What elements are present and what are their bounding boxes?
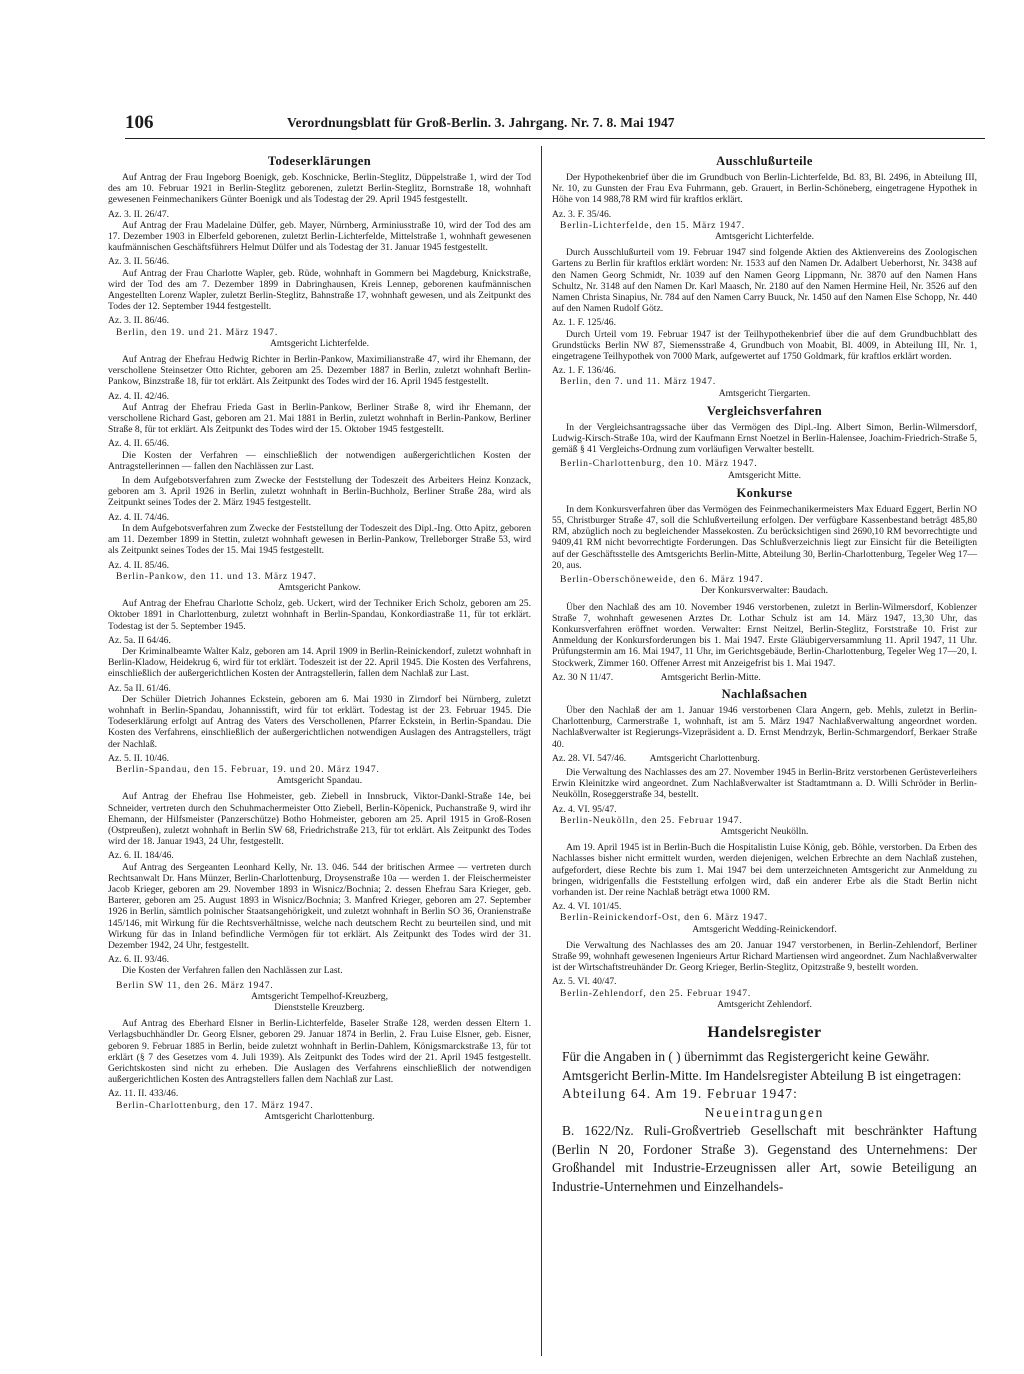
court-signature: Amtsgericht Spandau. [276, 775, 363, 787]
court-signature: Amtsgericht Charlottenburg. [264, 1110, 375, 1122]
court-signature: Amtsgericht Zehlendorf. [717, 998, 812, 1010]
notice-paragraph: Auf Antrag der Frau Charlotte Wapler, geb. Rüde, wohnhaft in Gommern bei Magdeburg, Knickstraße, wird der Tod des am 7. Dezember 1899 in Dabringhausen, Kreis Lennep, geborenen kaufmännischen Angestellten Lorenz Wapler, zuletzt Berlin-Steglitz, Bahnstraße 17, wohnhaft gewesen, und als Zeitpunkt des Todes der 12. September 1944 festgestellt. [108, 267, 531, 313]
page-header [125, 112, 985, 139]
notice-paragraph: Auf Antrag des Eberhard Elsner in Berlin-Lichterfelde, Baseler Straße 128, werden dessen Eltern 1. Verlagsbuchhändler Dr. Georg Elsner, geboren 29. Januar 1874 in Berlin, 2. Frau Luise Elsner, geb. Eisner, geboren 9. Februar 1885 in Berlin, beide zuletzt wohnhaft in Berlin-Dahlem, Königsmarckstraße 13, für tot erklärt (§ 7 des Gesetzes vom 4. Juli 1939). Als Zeitpunkt des Todes wird der 21. April 1945 festgestellt. Gerichtskosten sind nicht zu erheben. Die Auslagen des Verfahrens einschließlich der notwendigen außergerichtlichen Kosten des Antragstellers fallen dem Nachlaß zur Last. [108, 1018, 531, 1086]
notice-paragraph: Am 19. April 1945 ist in Berlin-Buch die Hospitalistin Luise König, geb. Böhle, verstorben. Da Erben des Nachlasses bisher nicht ermittelt wurden, werden diejenigen, welchen Erbrechte an dem Nachlaß zustehen, aufgefordert, diese Rechte bis zum 1. Mai 1947 bei dem unterzeichneten Amtsgericht zur Anmeldung zu bringen, widrigenfalls die Feststellung erfolgen wird, daß ein anderer Erbe als die Stadt Berlin nicht vorhanden ist. Der reine Nachlaß beträgt etwa 1000 RM. [552, 842, 977, 898]
notice-paragraph: Auf Antrag der Frau Madelaine Dülfer, geb. Mayer, Nürnberg, Arminiusstraße 10, wird der Tod des am 17. Dezember 1903 in Elberfeld geborenen, zuletzt Berlin-Lichterfelde, Mittelstraße 1, wohnhaft gewesenen kaufmännischen Geschäftsführers Helmut Dülfer und als Todestag der 31. Januar 1945 festgestellt. [108, 219, 531, 254]
case-reference: Az. 5. VI. 40/47. [552, 976, 617, 988]
case-reference: Az. 6. II. 184/46. [108, 850, 174, 862]
case-reference: Az. 4. II. 85/46. [108, 559, 170, 571]
court-signature: Amtsgericht Wedding-Reinickendorf. [692, 923, 837, 935]
court-signature: Amtsgericht Neukölln. [720, 825, 809, 837]
case-reference: Az. 5. II. 10/46. [108, 752, 170, 764]
notice-paragraph: Über den Nachlaß der am 1. Januar 1946 verstorbenen Clara Angern, geb. Mehls, zuletzt in Berlin-Charlottenburg, Carmerstraße 1, wohnhaft, ist am 5. März 1947 Nachlaßverwaltung angeordnet worden. Nachlaßverwalter ist Regierungs-Vizepräsident a. D. Ernst Mendrzyk, Berlin-Schmargendorf, Berkaer Straße 40. [552, 704, 977, 750]
column-divider [541, 146, 542, 1356]
running-title: Verordnungsblatt für Groß-Berlin. 3. Jahrgang. Nr. 7. 8. Mai 1947 [287, 115, 675, 130]
court-signature-department: Dienststelle Kreuzberg. [274, 1002, 365, 1014]
section-heading-todeserklaerungen: Todeserklärungen [267, 154, 372, 168]
court-signature: Der Konkursverwalter: Baudach. [700, 585, 829, 597]
notice-paragraph: Der Schüler Dietrich Johannes Eckstein, geboren am 6. Mai 1930 in Zirndorf bei Nürnberg, zuletzt wohnhaft in Berlin-Spandau, Johannisstift, wird für tot erklärt. Todestag ist der 23. Februar 1945. Die Todeserklärung erfolgt auf Antrag des Vaters des Verschollenen, Pfarrer Eckstein, in Berlin-Spandau. Die Kosten des Verfahrens, einschließlich der außergerichtlichen notwendigen Auslagen des Antragstellers, trägt der Nachlaß. [108, 693, 531, 750]
case-reference: Az. 5a. II 64/46. [108, 634, 171, 646]
dateline: Berlin-Lichterfelde, den 15. März 1947. [560, 219, 745, 231]
notice-paragraph: Auf Antrag der Ehefrau Ilse Hohmeister, geb. Ziebell in Innsbruck, Viktor-Dankl-Straße 14e, bei Schneider, vertreten durch den Schuhmachermeister Otto Ziebell, Berlin-Köpenick, Puchanstraße 9, wird ihr Ehemann, der Hilfsmeister (Panzerschütze) Botho Hohmeister, geboren am 25. April 1915 in Groß-Rosen (Ostpreußen), zuletzt wohnhaft in Berlin SW 68, Friedrichstraße 213, für tot erklärt. Als Zeitpunkt des Todes wird der 18. Januar 1943, 24 Uhr, festgestellt. [108, 791, 531, 848]
notice-paragraph: Auf Antrag der Ehefrau Frieda Gast in Berlin-Pankow, Berliner Straße 8, wird ihr Ehemann, der verschollene Richard Gast, geboren am 21. Mai 1881 in Berlin, zuletzt wohnhaft in Berlin-Pankow, Berliner Straße 8, für tot erklärt. Als Zeitpunkt des Todes wird der 15. Oktober 1945 festgestellt. [108, 401, 531, 436]
notice-paragraph: Auf Antrag des Sergeanten Leonhard Kelly, Nr. 13. 046. 544 der britischen Armee — vertreten durch Rechtsanwalt Dr. Hans Münzer, Berlin-Charlottenburg, Droysenstraße 10a — werden 1. der Fleischermeister Jacob Krieger, geboren am 29. November 1893 in Wisnicz/Bochnia; 2. dessen Ehefrau Sara Krieger, geb. Barterer, geboren am 25. August 1893 in Wisnicz/Bochnia; 3. Manfred Krieger, geboren am 27. September 1926 in Berlin, sämtlich polnischer Staatsangehörigkeit, und zuletzt wohnhaft in Berlin SO 36, Oranienstraße 145/146, mit Wirkung für die Rechtsverhältnisse, welche nach deutschem Recht zu beurteilen sind, und mit Wirkung für das in Inland befindliche Vermögen für tot erklärt. Als Zeitpunkt des Todes wird der 31. Dezember 1942, 24 Uhr, festgestellt. [108, 861, 531, 951]
section-heading-ausschlussurteile: Ausschlußurteile [716, 154, 813, 168]
register-subheading: Neueintragungen [704, 1104, 825, 1120]
dateline: Berlin-Charlottenburg, den 17. März 1947. [116, 1099, 314, 1111]
register-department: Abteilung 64. Am 19. Februar 1947: [562, 1086, 799, 1101]
case-reference: Az. 11. II. 433/46. [108, 1088, 179, 1100]
section-heading-konkurse: Konkurse [736, 485, 793, 500]
dateline: Berlin-Reinickendorf-Ost, den 6. März 1947. [560, 912, 768, 924]
case-reference: Az. 3. F. 35/46. [552, 208, 612, 220]
notice-paragraph: Die Verwaltung des Nachlasses des am 20. Januar 1947 verstorbenen, in Berlin-Zehlendorf, Berliner Straße 99, wohnhaft gewesenen Ingenieurs Artur Richard Martiensen wird angeordnet. Zum Nachlaßverwalter ist der Wirtschaftstreuhänder Dr. Georg Krieger, Berlin-Steglitz, Opitzstraße 9, bestellt worden. [552, 939, 977, 974]
notice-paragraph: In der Vergleichsantragssache über das Vermögen des Dipl.-Ing. Albert Simon, Berlin-Wilmersdorf, Ludwig-Kirsch-Straße 10a, wird der Kaufmann Ernst Noetzel in Berlin-Halensee, Joachim-Friedrich-Straße 5, gemäß § 41 Vergleichs-Ordnung zum vorläufigen Verwalter bestellt. [552, 421, 977, 456]
notice-paragraph: Auf Antrag der Frau Ingeborg Boenigk, geb. Koschnicke, Berlin-Steglitz, Düppelstraße 1, wird der Tod des am 10. Februar 1921 in Berlin-Steglitz geborenen, zuletzt Berlin-Steglitz, Bornstraße 18, wohnhaft gewesenen Feinmechanikers Günter Boenigk und als Todestag der 29. April 1945 festgestellt. [108, 172, 531, 206]
dateline: Berlin SW 11, den 26. März 1947. [116, 979, 274, 991]
case-reference: Az. 5a II. 61/46. [108, 682, 171, 694]
dateline: Berlin, den 19. und 21. März 1947. [116, 326, 279, 338]
case-reference: Az. 28. VI. 547/46. Amtsgericht Charlottenburg. [552, 752, 760, 764]
register-disclaimer: Für die Angaben in ( ) übernimmt das Registergericht keine Gewähr. [562, 1049, 930, 1064]
case-reference: Az. 3. II. 56/46. [108, 256, 170, 268]
case-reference: Az. 6. II. 93/46. [108, 954, 170, 966]
dateline: Berlin-Spandau, den 15. Februar, 19. und 20. März 1947. [116, 763, 380, 775]
case-reference: Az. 4. II. 65/46. [108, 438, 170, 450]
notice-paragraph: Der Kriminalbeamte Walter Kalz, geboren am 14. April 1909 in Berlin-Reinickendorf, zuletzt wohnhaft in Berlin-Kladow, Heidekrug 6, wird für tot erklärt. Todeszeit ist der 22. April 1945. Die Kosten des Verfahrens, einschließlich der außergerichtlichen Kosten der Antragstellerin, fallen dem Nachlaß zur Last. [108, 645, 531, 680]
case-reference: Az. 30 N 11/47. Amtsgericht Berlin-Mitte. [552, 671, 761, 683]
notice-paragraph: Über den Nachlaß des am 10. November 1946 verstorbenen, zuletzt in Berlin-Wilmersdorf, Koblenzer Straße 7, wohnhaft gewesenen Arztes Dr. Lothar Schulz ist am 14. März 1947, 13,30 Uhr, das Konkursverfahren eröffnet worden. Verwalter: Ernst Neitzel, Berlin-Steglitz, Forststraße 10. Frist zur Anmeldung der Konkursforderungen bis 1. Mai 1947. Erste Gläubigerversammlung 11. April 1947, 11 Uhr. Prüfungstermin am 16. Mai 1947, 11 Uhr, im Gerichtsgebäude, Berlin-Charlottenburg, Tegeler Weg 17—20, I. Stockwerk, Zimmer 160. Offener Arrest mit Anzeigefrist bis 1. Mai 1947. [552, 601, 977, 669]
court-signature: Amtsgericht Lichterfelde. [714, 231, 815, 243]
notice-paragraph: In dem Aufgebotsverfahren zum Zwecke der Feststellung der Todeszeit des Dipl.-Ing. Otto Apitz, geboren am 11. Dezember 1899 in Stettin, zuletzt wohnhaft gewesen in Berlin-Pankow, Trelleborger Straße 53, wird als Zeitpunkt seines Todes der 15. Mai 1945 festgestellt. [108, 522, 531, 557]
notice-paragraph: Die Verwaltung des Nachlasses des am 27. November 1945 in Berlin-Britz verstorbenen Gerüsteverleihers Erwin Kleinitzke wird angeordnet. Zum Nachlaßverwalter ist Stadtamtmann a. D. Willi Schröder in Berlin-Neukölln, Roseggerstraße 34, bestellt. [552, 766, 977, 801]
section-heading-handelsregister: Handelsregister [707, 1024, 822, 1041]
register-intro: Amtsgericht Berlin-Mitte. Im Handelsregister Abteilung B ist eingetragen: [562, 1067, 962, 1083]
section-heading-vergleichsverfahren: Vergleichsverfahren [706, 403, 823, 418]
notice-paragraph: In dem Konkursverfahren über das Vermögen des Feinmechanikermeisters Max Eduard Eggert, Berlin NO 55, Christburger Straße 47, soll die Schlußverteilung erfolgen. Der verfügbare Kassenbestand beträgt 485,80 RM, abzüglich noch zu begleichender Massekosten. Zu berücksichtigen sind 2690,10 RM bevorrechtigte und 9409,41 RM nicht bevorrechtigte Forderungen. Das Schlußverzeichnis liegt zur Einsicht für die Beteiligten auf der Geschäftsstelle des Amtsgerichts Berlin-Mitte, Abteilung 30, Berlin-Charlottenburg, Tegeler Weg 17—20, aus. [552, 503, 977, 571]
court-signature: Amtsgericht Pankow. [278, 581, 361, 593]
court-signature: Amtsgericht Tiergarten. [718, 387, 811, 399]
dateline: Berlin-Zehlendorf, den 25. Februar 1947. [560, 987, 752, 999]
court-signature: Amtsgericht Tempelhof-Kreuzberg, [251, 990, 388, 1002]
court-signature: Amtsgericht Lichterfelde. [269, 337, 370, 349]
notice-paragraph: Auf Antrag der Ehefrau Charlotte Scholz, geb. Uckert, wird der Techniker Erich Scholz, geboren am 25. Oktober 1891 in Charlottenburg, zuletzt wohnhaft in Berlin-Spandau, Konkordiastraße 11, für tot erklärt. Todestag ist der 5. September 1945. [108, 598, 531, 632]
case-reference: Az. 1. F. 136/46. [552, 365, 616, 377]
case-reference: Az. 4. II. 42/46. [108, 390, 170, 402]
case-reference: Az. 4. VI. 95/47. [552, 803, 617, 815]
left-column [108, 150, 531, 1360]
case-reference: Az. 1. F. 125/46. [552, 317, 616, 329]
dateline: Berlin-Charlottenburg, den 10. März 1947. [560, 458, 758, 470]
register-entry: B. 1622/Nz. Ruli-Großvertrieb Gesellschaft mit beschränkter Haftung (Berlin N 20, Fordoner Straße 3). Gegenstand des Unternehmens: Der Großhandel mit Industrie-Erzeugnissen aller Art, sowie Beteiligung an Industrie-Unternehmen und Einzelhandels- [552, 1123, 977, 1194]
notice-paragraph: In dem Aufgebotsverfahren zum Zwecke der Feststellung der Todeszeit des Arbeiters Heinz Konzack, geboren am 3. April 1926 in Berlin, zuletzt wohnhaft in Berlin-Buchholz, Berliner Straße 28a, wird als Zeitpunkt seines Todes der 2. März 1945 festgestellt. [108, 475, 531, 509]
section-heading-nachlasssachen: Nachlaßsachen [721, 686, 808, 701]
dateline: Berlin-Oberschöneweide, den 6. März 1947. [560, 574, 764, 586]
notice-paragraph: Durch Urteil vom 19. Februar 1947 ist der Teilhypothekenbrief über die auf dem Grundbuchblatt des Grundstücks Berlin NW 87, Siemensstraße 4, Grundbuch von Moabit, Bl. 4009, in Abteilung III, Nr. 1, eingetragene Teilhypothek von 7000 Mark, aufgewertet auf 1750 Goldmark, für kraftlos erklärt worden. [552, 328, 977, 363]
case-reference: Az. 4. II. 74/46. [108, 511, 170, 523]
case-reference: Az. 3. II. 26/47. [108, 208, 170, 220]
case-reference: Az. 3. II. 86/46. [108, 315, 170, 327]
page-number: 106 [125, 112, 154, 133]
notice-paragraph: Die Kosten der Verfahren — einschließlich der notwendigen außergerichtlichen Kosten der Antragstellerinnen — fallen den Nachlässen zur Last. [108, 449, 531, 472]
dateline: Berlin, den 7. und 11. März 1947. [560, 376, 717, 388]
notice-paragraph: Der Hypothekenbrief über die im Grundbuch von Berlin-Lichterfelde, Bd. 83, Bl. 2496, in Abteilung III, Nr. 10, zu Gunsten der Frau Eva Fuhrmann, geb. Grauert, in Berlin-Schöneberg, eingetragene Hypothek in Höhe von 14 988,78 RM wird für kraftlos erklärt. [552, 172, 977, 206]
court-signature: Amtsgericht Mitte. [727, 469, 801, 481]
case-reference: Az. 4. VI. 101/45. [552, 901, 622, 913]
dateline: Berlin-Neukölln, den 25. Februar 1947. [560, 814, 743, 826]
dateline: Berlin-Pankow, den 11. und 13. März 1947. [116, 570, 317, 582]
notice-paragraph: Auf Antrag der Ehefrau Hedwig Richter in Berlin-Pankow, Maximilianstraße 47, wird ihr Ehemann, der verschollene Steinsetzer Otto Richter, geboren am 25. Dezember 1887 in Berlin, zuletzt wohnhaft Berlin-Pankow, Binzstraße 18, für tot erklärt. Als Zeitpunkt des Todes wird der 16. April 1945 festgestellt. [108, 354, 531, 388]
right-column [552, 150, 977, 1360]
notice-paragraph: Die Kosten der Verfahren fallen den Nachlässen zur Last. [122, 965, 343, 977]
notice-paragraph: Durch Ausschlußurteil vom 19. Februar 1947 sind folgende Aktien des Aktienvereins des Zoologischen Gartens zu Berlin für kraftlos erklärt worden: Nr. 1533 auf den Namen Dr. Adalbert Ueberhorst, Nr. 3438 auf den Namen Georg Schmidt, Nr. 1039 auf den Namen Georg Lippmann, Nr. 3870 auf den Namen Hans Schultz, Nr. 3148 auf den Namen Dr. Karl Maasch, Nr. 2180 auf den Namen Hermine Heil, Nr. 3526 auf den Namen Christa Sinapius, Nr. 784 auf den Namen Carry Buuck, Nr. 1450 auf den Namen Else Schopp, Nr. 440 auf den Namen Rudolf Götz. [552, 247, 977, 315]
